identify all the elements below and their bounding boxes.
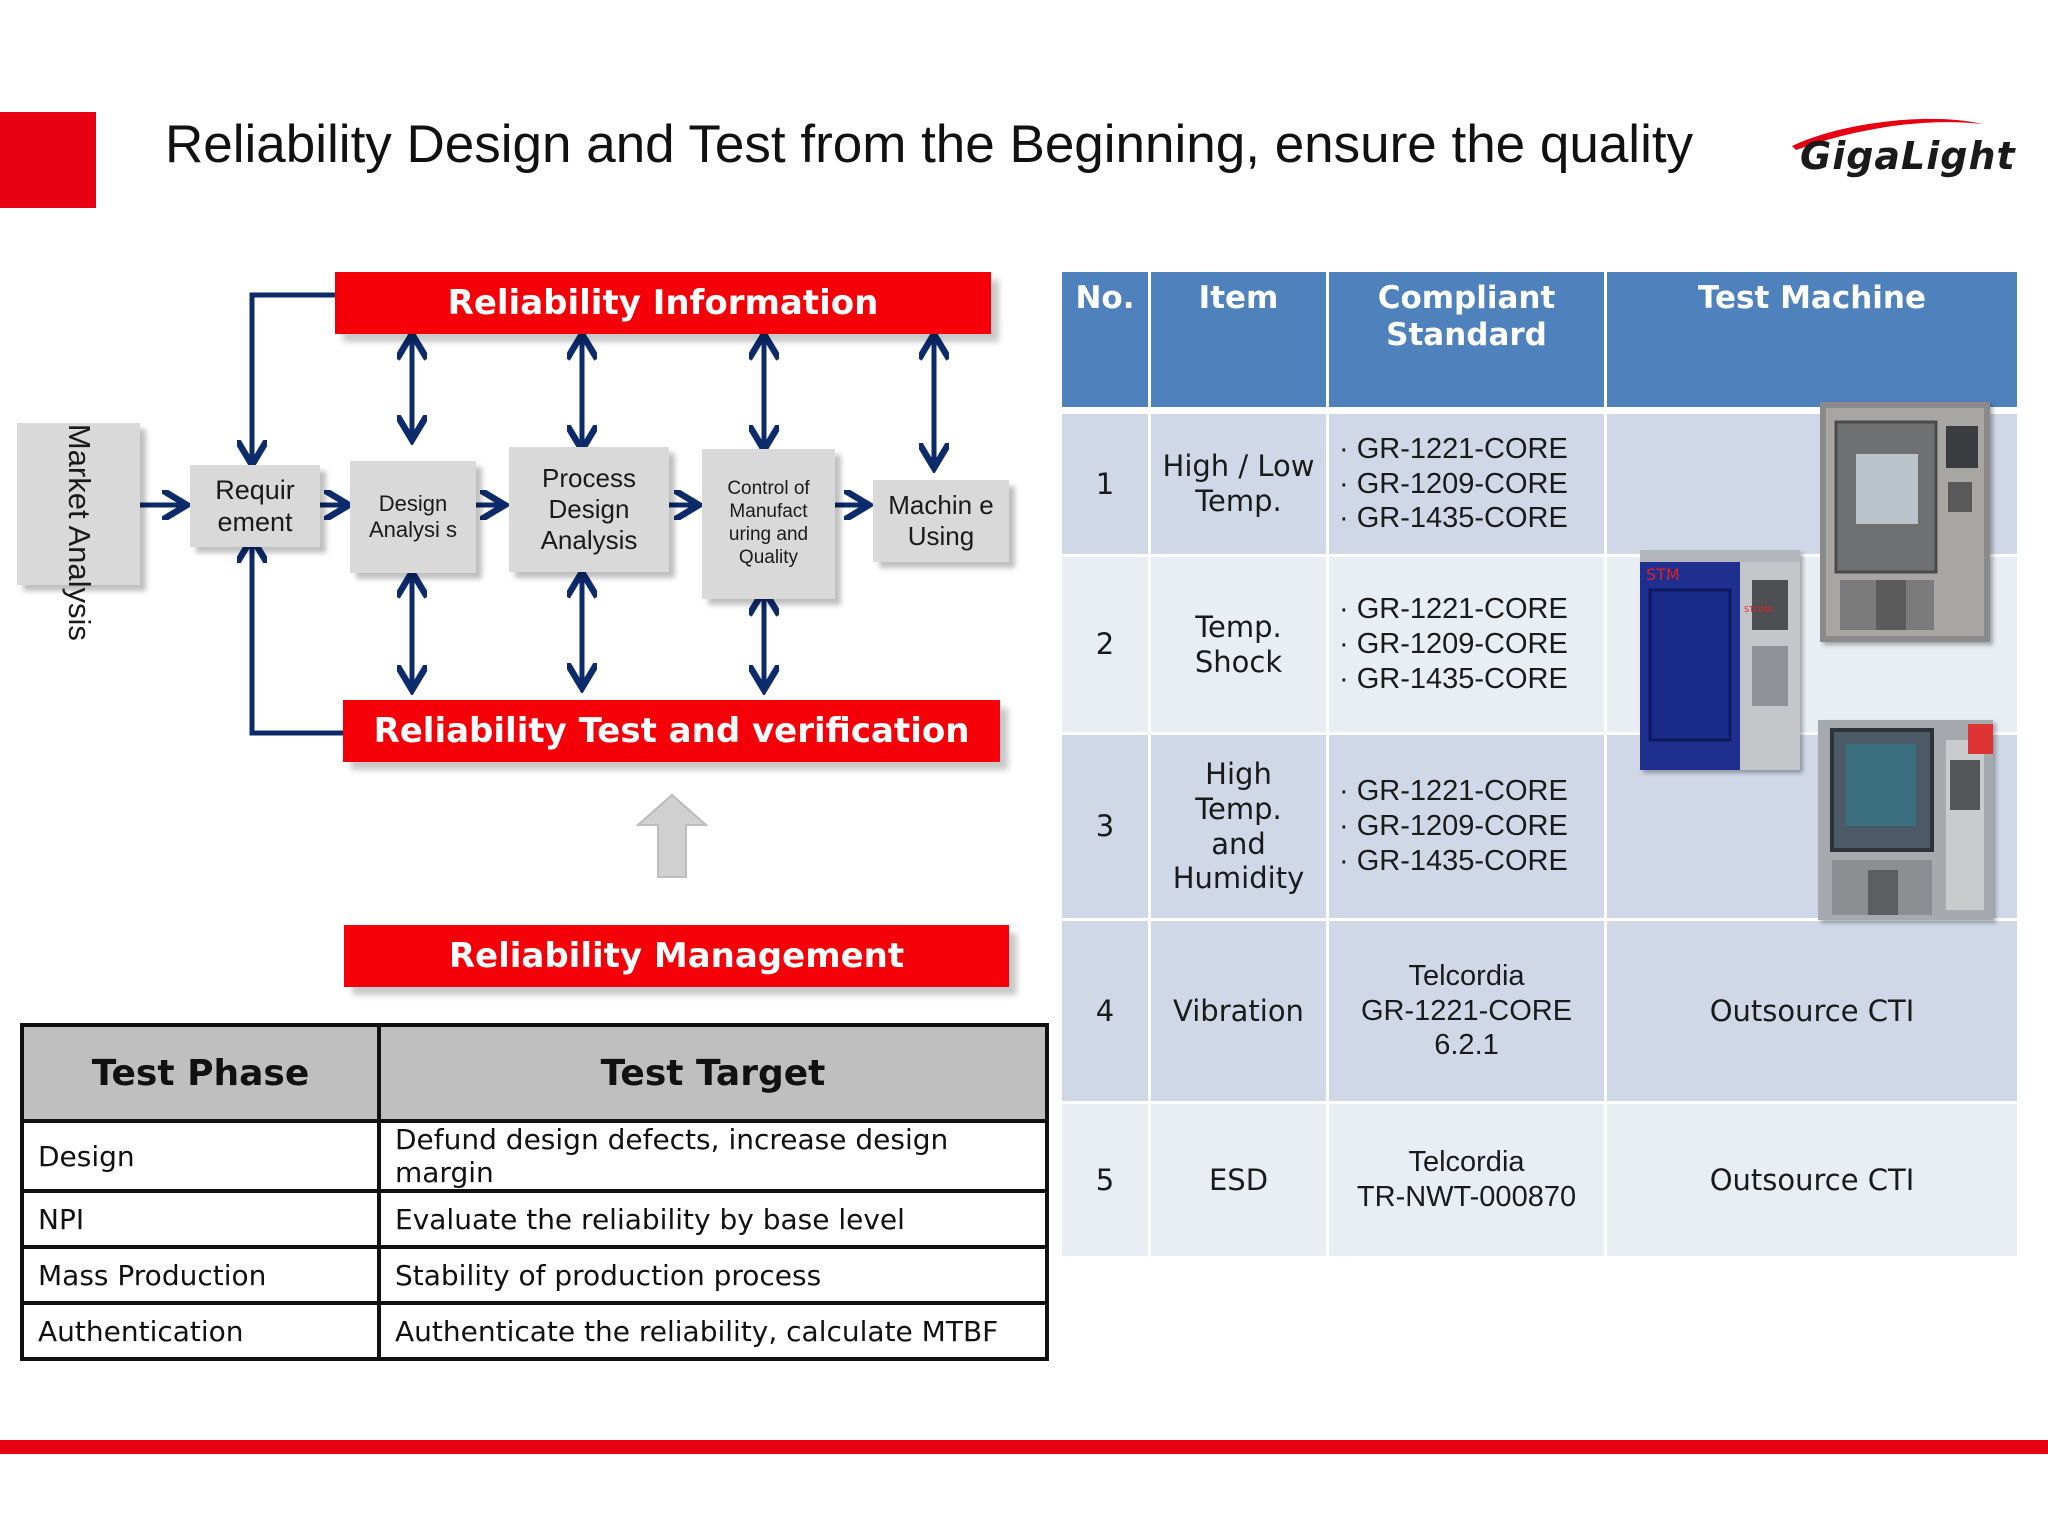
table-row [22,1191,1047,1247]
table-row [22,1303,1047,1359]
gigalight-logo [1782,112,2018,188]
header-test-machine: Test Machine [1607,272,2017,407]
standard-line: · GR-1435-CORE [1339,844,1568,877]
header-compliant-standard: Compliant Standard [1329,272,1604,407]
phase-cell: Mass Production [22,1247,379,1303]
reliability-flow-diagram [0,255,1050,1015]
compliance-standard-table [1062,272,2017,1266]
row4-standards [1329,921,1604,1101]
thermal-shock-chamber-photo [1640,550,1800,770]
logo-wordmark: GigaLight [1800,134,2016,178]
target-cell: Authenticate the reliability, calculate MTBF [379,1303,1047,1359]
reliability-information-bar: Reliability Information [335,272,991,334]
standard-line: TR-NWT-000870 [1356,1181,1577,1213]
photo-brand-label: STM [1646,565,1680,584]
control-manufacturing-box: Control of Manufact uring and Quality [702,449,835,599]
temp-chamber-photo [1820,402,1990,642]
target-cell: Stability of production process [379,1247,1047,1303]
footer-red-rule [0,1440,2048,1454]
header-item: Item [1151,272,1326,407]
row3-item: High Temp. and Humidity [1151,735,1326,918]
title-accent-square [0,112,96,208]
row2-item: Temp. Shock [1151,557,1326,732]
row5-item: ESD [1151,1104,1326,1256]
row2-no: 2 [1062,557,1148,732]
row1-item: High / Low Temp. [1151,414,1326,554]
row3-no: 3 [1062,735,1148,918]
table-header-row [22,1025,1047,1121]
flow-connectors [0,255,1050,1015]
standard-line: · GR-1209-CORE [1339,628,1568,661]
row5-machine: Outsource CTI [1607,1104,2017,1256]
row4-no: 4 [1062,921,1148,1101]
target-cell: Evaluate the reliability by base level [379,1191,1047,1247]
row5-standards [1329,1104,1604,1256]
test-phase-table [20,1023,1049,1361]
machine-using-box: Machin e Using [873,480,1009,562]
table-row [22,1121,1047,1191]
phase-cell: Design [22,1121,379,1191]
market-analysis-label: Market Analysis [61,423,97,642]
standard-line: Telcordia [1408,959,1525,992]
standard-line: · GR-1221-CORE [1339,775,1568,808]
reliability-test-bar: Reliability Test and verification [343,700,1000,762]
standard-line: · GR-1435-CORE [1339,502,1568,535]
table-row [22,1247,1047,1303]
row1-standards [1329,414,1604,554]
humidity-chamber-photo [1818,720,1993,920]
requirement-box: Requir ement [190,465,320,547]
row3-standards [1329,735,1604,918]
market-analysis-box [17,423,140,642]
photo-sub-label: STOMA [1744,605,1773,614]
standard-line: · GR-1221-CORE [1339,593,1568,626]
header-test-target: Test Target [379,1025,1047,1121]
management-up-arrow-icon [638,795,706,877]
target-cell: Defund design defects, increase design margin [379,1121,1047,1191]
row4-item: Vibration [1151,921,1326,1101]
row4-machine: Outsource CTI [1607,921,2017,1101]
page-title: Reliability Design and Test from the Beginning, ensure the quality [165,115,1694,174]
test-to-requirement-arrow [252,543,343,733]
info-to-requirement-arrow [252,295,335,460]
phase-cell: NPI [22,1191,379,1247]
standard-line: · GR-1435-CORE [1339,662,1568,695]
design-analysis-box: Design Analysi s [350,461,476,573]
row5-no: 5 [1062,1104,1148,1256]
process-design-analysis-box: Process Design Analysis [509,447,669,572]
reliability-management-bar: Reliability Management [344,925,1009,987]
standard-line: · GR-1209-CORE [1339,810,1568,843]
standard-line: GR-1221-CORE [1360,994,1573,1027]
standard-line: · GR-1209-CORE [1339,467,1568,500]
standard-line: 6.2.1 [1434,1029,1499,1062]
standard-line: Telcordia [1408,1146,1525,1179]
row2-standards [1329,557,1604,732]
standard-line: · GR-1221-CORE [1339,432,1568,465]
phase-cell: Authentication [22,1303,379,1359]
header-no: No. [1062,272,1148,407]
header-test-phase: Test Phase [22,1025,379,1121]
row1-no: 1 [1062,414,1148,554]
